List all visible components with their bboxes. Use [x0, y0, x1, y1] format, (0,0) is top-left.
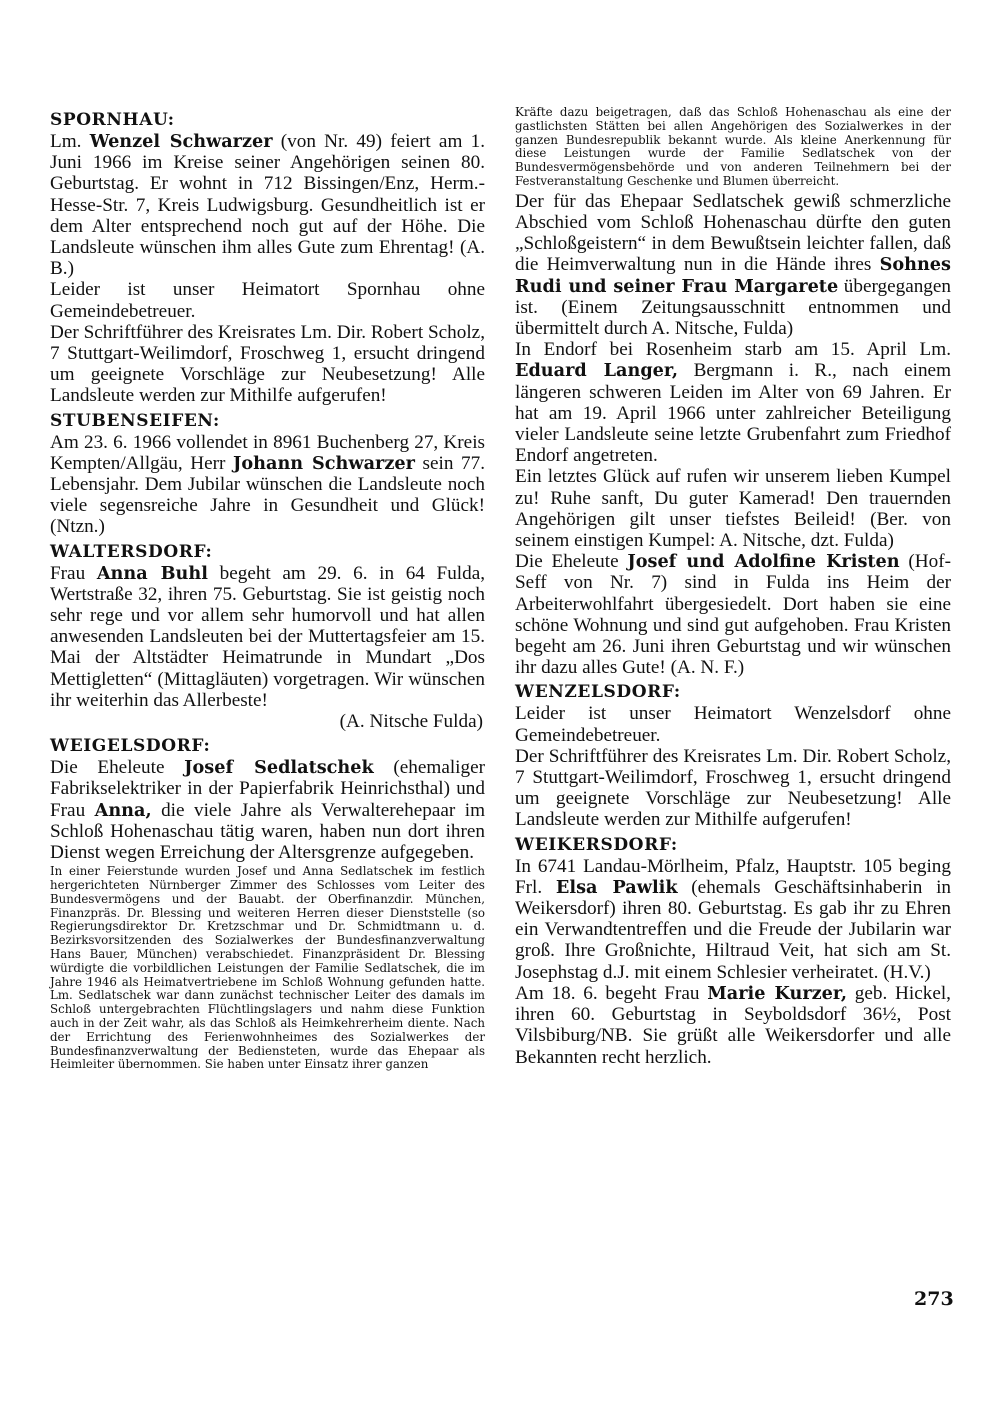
paragraph: Ein letztes Glück auf rufen wir unserem lieben Kumpel zu! Ruhe sanft, Du guter Kamerad! Den trauernden Angehörigen gilt unser tiefstes Beileid! (Ber. von seinem einstigen Kumpel: A. Nitsche, dzt. Fulda) — [515, 466, 951, 552]
paragraph: Der für das Ehepaar Sedlatschek gewiß schmerzliche Abschied vom Schloß Hohenaschau dürfte den guten „Schloßgeistern“ in dem Bewußtsein leichter fallen, daß die Heimverwaltung nun in die Hände ihres Sohnes Rudi und seiner Frau Margarete übergegangen ist. (Einem Zeitungsausschnitt entnommen und übermittelt durch A. Nitsche, Fulda) — [515, 190, 952, 339]
person-name: Josef und Adolfine Kristen — [627, 551, 900, 573]
person-name: Marie Kurzer, — [707, 982, 848, 1004]
section-heading: WEIGELSDORF: — [50, 736, 211, 757]
paragraph: Am 18. 6. begeht Frau Marie Kurzer, geb. Hickel, ihren 60. Geburtstag in Seyboldsdorf 36½, Post Vilsbiburg/NB. Sie grüßt alle Weikersdorfer und alle Bekannten recht herzlich. — [515, 982, 951, 1068]
person-name: Wenzel Schwarzer — [89, 131, 273, 152]
section-heading: WENZELSDORF: — [515, 682, 681, 703]
section-weikersdorf — [515, 834, 951, 1068]
section-heading: WALTERSDORF: — [50, 541, 213, 562]
paragraph: Leider ist unser Heimatort Spornhau ohne Gemeindebetreuer. — [50, 279, 485, 322]
person-name: Elsa Pawlik — [555, 876, 678, 898]
section-stubenseifen — [50, 410, 485, 538]
section-weigelsdorf-continued — [515, 106, 951, 678]
person-name: Anna Buhl — [96, 562, 208, 584]
small-print-paragraph: In einer Feierstunde wurden Josef und Anna Sedlatschek im festlich hergerichteten Nürnberger Zimmer des Schlosses vom Leiter des Bundesvermögens und der Bauabt. der Oberfinanzdir. München, Finanzpräs. Dr. Blessing und weiteren Herren dieser Dienststelle (so Regierungsdirektor Dr. Kretzschmar und Dr. Schmidtmann u. d. Bezirksvorsitzenden des Sozialwerkes der Bundesfinanzverwaltung Hans Bauer, München) verabschiedet. Finanzpräsident Dr. Blessing würdigte die vorbildlichen Leistungen der Familie Sedlatschek, die im Jahre 1946 als Heimatvertriebene im Schloß Wohnung gefunden hatte. Lm. Sedlatschek war dann zunächst technischer Leiter des damals im Schloß untergebrachten Flüchtlingslagers und nahm diese Funktion auch in der Zeit wahr, als das Schloß als Heimkehrerheim diente. Nach der Errichtung des Ferienwohnheimes des Sozialwerkes der Bundesfinanzverwaltung der Bediensteten, wurde das Ehepaar als Heimleiter übernommen. Sie haben unter Einsatz ihrer ganzen — [50, 864, 485, 1072]
paragraph: In Endorf bei Rosenheim starb am 15. April Lm. Eduard Langer, Bergmann i. R., nach einem längeren schweren Leiden im Alter von 69 Jahren. Er hat am 19. April 1966 unter zahlreicher Beteiligung vieler Landsleute seine letzte Grubenfahrt zum Friedhof Endorf angetreten. — [515, 339, 951, 467]
person-name: Sohnes Rudi und seiner Frau Margarete — [515, 254, 951, 297]
section-weigelsdorf — [50, 735, 485, 1072]
person-name: Anna, — [94, 799, 152, 821]
section-spornhau — [50, 109, 485, 407]
right-column — [515, 106, 951, 1068]
paragraph: Lm. Wenzel Schwarzer (von Nr. 49) feiert am 1. Juni 1966 im Kreise seiner Angehörigen seinen 80. Geburtstag. Er wohnt in 712 Bissingen/Enz, Herm.-Hesse-Str. 7, Kreis Ludwigsburg. Gesundheitlich ist er dem Alter entsprechend noch gut auf der Höhe. Die Landsleute wünschen ihm alles Gute zum Ehrentag! (A. B.) — [50, 131, 485, 280]
paragraph: Der Schriftführer des Kreisrates Lm. Dir. Robert Scholz, 7 Stuttgart-Weilimdorf, Froschweg 1, ersucht dringend um geeignete Vorschläge zur Neubesetzung! Alle Landsleute werden zur Mithilfe aufgerufen! — [50, 321, 485, 407]
person-name: Eduard Langer, — [515, 360, 679, 382]
section-wenzelsdorf — [515, 681, 951, 830]
left-column — [50, 106, 485, 1074]
section-heading: WEIKERSDORF: — [515, 834, 678, 855]
paragraph: Leider ist unser Heimatort Wenzelsdorf ohne Gemeindebetreuer. — [515, 703, 951, 746]
person-name: Johann Schwarzer — [233, 452, 415, 474]
paragraph: Am 23. 6. 1966 vollendet in 8961 Buchenberg 27, Kreis Kempten/Allgäu, Herr Johann Schwarzer sein 77. Lebensjahr. Dem Jubilar wünschen die Landsleute noch viele segensreiche Jahre in Gesundheit und Glück! (Ntzn.) — [50, 431, 485, 538]
paragraph: Frau Anna Buhl begeht am 29. 6. in 64 Fulda, Wertstraße 32, ihren 75. Geburtstag. Sie ist geistig noch sehr rege und vor allem sehr humorvoll und hat allen anwesenden Landsleuten bei der Muttertagsfeier am 15. Mai der Altstädter Heimatrunde in Mundart „Dos Mettigletten“ (Mittagläuten) vorgetragen. Wir wünschen ihr weiterhin das Allerbeste! — [50, 562, 486, 711]
small-print-paragraph: Kräfte dazu beigetragen, daß das Schloß Hohenaschau als eine der gastlichsten Stätten bei allen Angehörigen des Sozialwerkes in der ganzen Bundesrepublik bekannt wurde. Als kleine Anerkennung für diese Leistungen wurde der Familie Sedlatschek von der Bundesvermögensbehörde und von anderen Teilnehmern bei der Festveranstaltung Geschenke und Blumen überreicht. — [515, 105, 951, 188]
person-name: Josef Sedlatschek — [184, 757, 374, 779]
paragraph: Der Schriftführer des Kreisrates Lm. Dir. Robert Scholz, 7 Stuttgart-Weilimdorf, Froschweg 1, ersucht dringend um geeignete Vorschläge zur Neubesetzung! Alle Landsleute werden zur Mithilfe aufgerufen! — [515, 745, 951, 831]
page-number: 273 — [914, 1288, 954, 1310]
paragraph: Die Eheleute Josef und Adolfine Kristen (Hof-Seff von Nr. 7) sind in Fulda ins Heim der Arbeiterwohlfahrt übergesiedelt. Dort haben sie eine schöne Wohnung und sind gut aufgehoben. Frau Kristen begeht am 26. Juni ihren Geburtstag und wir wünschen ihr dazu alles Gute! (A. N. F.) — [515, 551, 952, 679]
section-waltersdorf — [50, 541, 485, 733]
section-heading: SPORNHAU: — [50, 110, 175, 130]
section-heading: STUBENSEIFEN: — [50, 410, 220, 431]
paragraph: Die Eheleute Josef Sedlatschek (ehemaliger Fabrikselektriker in der Papierfabrik Heinrichsthal) und Frau Anna, die viele Jahre als Verwalterehepaar im Schloß Hohenaschau tätig waren, haben nun dort ihren Dienst wegen Erreichung der Altersgrenze aufgegeben. — [50, 757, 486, 864]
paragraph: In 6741 Landau-Mörlheim, Pfalz, Hauptstr. 105 beging Frl. Elsa Pawlik (ehemals Geschäftsinhaberin in Weikersdorf) ihren 80. Geburtstag. Es gab ihr zu Ehren ein Verwandtentreffen und die Freude der Jubilarin war groß. Ihre Großnichte, Hiltraud Veit, hat sich am St. Josephstag d.J. mit einem Schlesier verheiratet. (H.V.) — [515, 855, 951, 983]
signature: (A. Nitsche Fulda) — [339, 711, 483, 733]
